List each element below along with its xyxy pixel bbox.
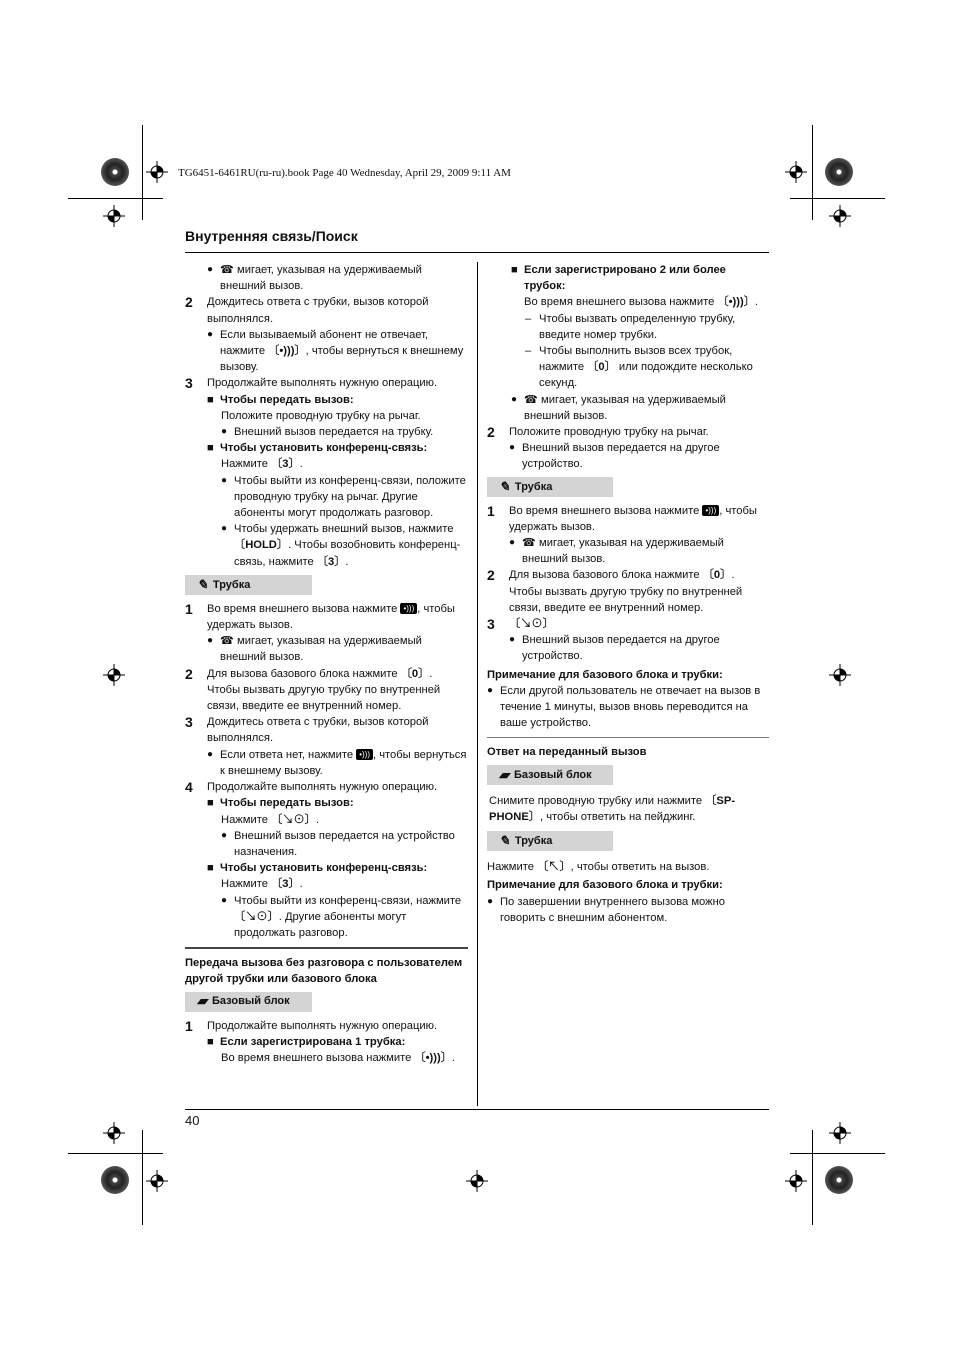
crop-mark <box>142 1130 143 1225</box>
list-item: ● Чтобы выйти из конференц-связи, положите проводную трубку на рычаг. Другие абоненты могут продолжать разговор. <box>221 474 466 520</box>
list-item: ● Внешний вызов передается на трубку. <box>221 426 434 439</box>
handset-pen-icon: ✎ <box>499 478 510 494</box>
section-heading: Ответ на переданный вызов <box>487 746 647 759</box>
crosshair-target-icon <box>103 664 125 686</box>
crop-mark <box>812 1130 813 1225</box>
registration-star-icon <box>825 1166 853 1194</box>
crosshair-target-icon <box>785 1170 807 1192</box>
crosshair-target-icon <box>466 1170 488 1192</box>
paragraph: Во время внешнего вызова нажмите 〔•)))〕. <box>524 296 759 309</box>
crosshair-target-icon <box>829 664 851 686</box>
page-number: 40 <box>185 1113 200 1128</box>
paragraph: Нажмите 〔↖〕, чтобы ответить на вызов. <box>487 861 710 874</box>
handset-pen-icon: ✎ <box>499 832 510 848</box>
base-unit-tag: ▰ Базовый блок <box>487 765 613 785</box>
step-1: 1 Во время внешнего вызова нажмите •))) , чтобы удержать вызов. <box>487 502 757 533</box>
step-1: 1 Во время внешнего вызова нажмите •))) , чтобы удержать вызов. <box>185 600 455 632</box>
page-title: Внутренняя связь/Поиск <box>185 228 358 244</box>
crosshair-target-icon <box>829 205 851 227</box>
blinking-handset-icon: ☎ <box>220 635 238 648</box>
left-column <box>185 262 468 1066</box>
registration-star-icon <box>101 1166 129 1194</box>
list-item: ● ☎ мигает, указывая на удерживаемый внешний вызов. <box>509 537 724 566</box>
list-item: ● Внешний вызов передается на другое устройство. <box>509 442 720 471</box>
header-rule <box>185 252 769 253</box>
step-1: 1 Продолжайте выполнять нужную операцию. <box>185 1017 438 1034</box>
list-item: ● Внешний вызов передается на устройство назначения. <box>221 829 455 858</box>
crosshair-target-icon <box>146 161 168 183</box>
list-item: ● Чтобы удержать внешний вызов, нажмите 〔HOLD〕. Чтобы возобновить конференц-связь, нажмите 〔3〕. <box>221 523 461 568</box>
handset-tag: ✎ Трубка <box>487 831 613 851</box>
paragraph: Во время внешнего вызова нажмите 〔•)))〕. <box>221 1051 456 1064</box>
crosshair-target-icon <box>785 161 807 183</box>
registration-star-icon <box>825 158 853 186</box>
book-info-line: TG6451-6461RU(ru-ru).book Page 40 Wednesday, April 29, 2009 9:11 AM <box>178 167 511 179</box>
right-column <box>487 262 769 926</box>
step-4: 4 Продолжайте выполнять нужную операцию. <box>185 779 438 796</box>
crop-mark <box>790 198 885 199</box>
hold-key-icon: •))) <box>356 749 373 760</box>
registration-star-icon <box>101 158 129 186</box>
step-3: 3 〔↘⊙〕 <box>487 616 554 633</box>
step-3: 3 Продолжайте выполнять нужную операцию. <box>185 375 438 392</box>
blinking-handset-icon: ☎ <box>522 537 540 550</box>
crop-mark <box>68 198 163 199</box>
list-item: ● Если вызываемый абонент не отвечает, нажмите 〔•)))〕, чтобы вернуться к внешнему вызову. <box>207 328 464 374</box>
paragraph: Снимите проводную трубку или нажмите 〔SP-PHONE〕, чтобы ответить на пейджинг. <box>489 794 736 823</box>
list-item: – Чтобы выполнить вызов всех трубок, нажмите 〔0〕 или подождите несколько секунд. <box>525 345 753 390</box>
column-divider <box>477 262 478 1106</box>
crosshair-target-icon <box>103 1122 125 1144</box>
handset-tag: ✎ Трубка <box>185 575 312 595</box>
section-rule <box>487 737 769 738</box>
crop-mark <box>68 1153 163 1154</box>
note-heading: Примечание для базового блока и трубки: <box>487 879 723 892</box>
step-2: 2 Для вызова базового блока нажмите 〔0〕. Чтобы вызвать другую трубку по внутренней связи, введите ее внутренний номер. <box>487 567 743 614</box>
subheading: ■ Если зарегистрирована 1 трубка: <box>207 1035 406 1048</box>
blinking-handset-icon: ☎ <box>220 264 238 276</box>
hold-key-icon: •))) <box>400 603 417 614</box>
base-unit-icon: ▰ <box>499 766 509 782</box>
note-heading: Примечание для базового блока и трубки: <box>487 668 723 681</box>
subheading: ■ Чтобы передать вызов: <box>207 797 354 810</box>
list-item: ● По завершении внутреннего вызова можно говорить с внешним абонентом. <box>487 895 726 924</box>
subheading: ■ Чтобы установить конференц-связь: <box>207 442 428 455</box>
handset-pen-icon: ✎ <box>197 576 208 592</box>
paragraph: Нажмите 〔↘⊙〕. <box>221 813 319 826</box>
paragraph: Нажмите 〔3〕. <box>221 878 303 891</box>
paragraph: Нажмите 〔3〕. <box>221 458 303 471</box>
list-item: ● ☎ мигает, указывая на удерживаемый внешний вызов. <box>207 264 422 293</box>
list-item: – Чтобы вызвать определенную трубку, введите номер трубки. <box>525 312 736 341</box>
step-2: 2 Для вызова базового блока нажмите 〔0〕. Чтобы вызвать другую трубку по внутренней связи, введите ее внутренний номер. <box>185 665 441 713</box>
handset-tag: ✎ Трубка <box>487 477 613 497</box>
base-unit-icon: ▰ <box>197 993 207 1009</box>
footer-rule <box>185 1109 769 1110</box>
step-2: 2 Дождитесь ответа с трубки, вызов которой выполнялся. <box>185 294 429 325</box>
subheading: ■ Чтобы передать вызов: <box>207 393 354 406</box>
list-item: ● Если ответа нет, нажмите •))) , чтобы вернуться к внешнему вызову. <box>207 748 467 777</box>
base-unit-tag: ▰ Базовый блок <box>185 992 312 1012</box>
crop-mark <box>142 125 143 220</box>
crop-mark <box>812 125 813 220</box>
crop-mark <box>790 1153 885 1154</box>
paragraph: Положите проводную трубку на рычаг. <box>221 409 421 422</box>
hold-key-icon: •))) <box>702 505 719 516</box>
section-rule <box>185 947 468 949</box>
step-2: 2 Положите проводную трубку на рычаг. <box>487 424 709 441</box>
list-item: ● Внешний вызов передается на другое устройство. <box>509 634 720 663</box>
crosshair-target-icon <box>829 1122 851 1144</box>
crosshair-target-icon <box>146 1170 168 1192</box>
blinking-handset-icon: ☎ <box>524 393 542 406</box>
crosshair-target-icon <box>103 205 125 227</box>
step-3: 3 Дождитесь ответа с трубки, вызов которой выполнялся. <box>185 714 429 745</box>
list-item: ● Если другой пользователь не отвечает на вызов в течение 1 минуты, вызов вновь переводится на ваше устройство. <box>487 684 761 730</box>
list-item: ● Чтобы выйти из конференц-связи, нажмите 〔↘⊙〕. Другие абоненты могут продолжать разговор. <box>221 894 462 939</box>
list-item: ● ☎ мигает, указывая на удерживаемый внешний вызов. <box>207 635 422 664</box>
list-item: ● ☎ мигает, указывая на удерживаемый внешний вызов. <box>511 393 726 422</box>
section-heading: Передача вызова без разговора с пользователем другой трубки или базового блока <box>185 957 463 986</box>
subheading: ■ Если зарегистрировано 2 или более трубок: <box>511 264 726 293</box>
subheading: ■ Чтобы установить конференц-связь: <box>207 862 428 875</box>
